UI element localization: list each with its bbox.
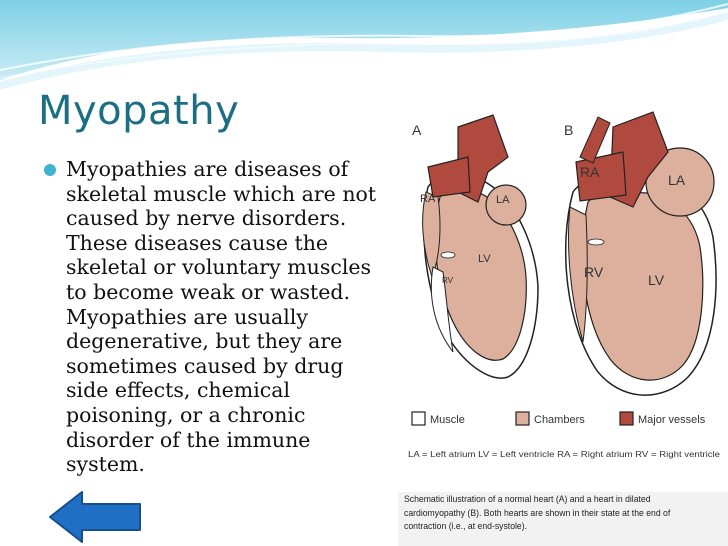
heart-b-la: LA [668,172,686,188]
label-b: B [564,122,574,138]
slide-title: Myopathy [38,88,240,134]
back-arrow-button[interactable] [48,490,142,544]
bullet-icon [44,164,56,176]
heart-a-ra: RA [420,193,436,205]
figure-caption: Schematic illustration of a normal heart (A) and a heart in dilated cardiomyopathy (B). Both hearts are shown in their state at the end of contraction (i.e., at end-systole). [404,494,671,531]
bullet-text: Myopathies are diseases of skeletal muscle which are not caused by nerve disorders. These diseases cause the skeletal or voluntary muscles to become weak or wasted. Myopathies are usually degenerative, but they are sometimes caused by drug side effects, chemical poisoning, or a chronic disorder of the immune system. [66,157,377,477]
label-a: A [412,122,422,138]
legend-chambers-label: Chambers [534,414,585,426]
legend-vessels-swatch [620,412,633,425]
legend-chambers-swatch [516,412,529,425]
heart-diagram [398,97,728,546]
heart-a-la: LA [496,194,510,206]
legend-muscle-label: Muscle [430,414,465,426]
heart-a-rv: RV [442,276,453,285]
abbreviation-key: LA = Left atrium LV = Left ventricle RA = Right atrium RV = Right ventricle [408,449,721,459]
heart-a-lv: LV [478,253,491,265]
legend-vessels-label: Major vessels [638,414,706,426]
heart-b-rv: RV [584,264,604,280]
heart-b-lv: LV [648,272,665,288]
left-arrow-icon [50,492,140,542]
heart-b [566,112,716,395]
header-wave [0,0,728,90]
heart-b-ra: RA [580,164,600,180]
legend-muscle-swatch [412,412,425,425]
legend [412,412,706,426]
heart-figure [398,97,728,546]
